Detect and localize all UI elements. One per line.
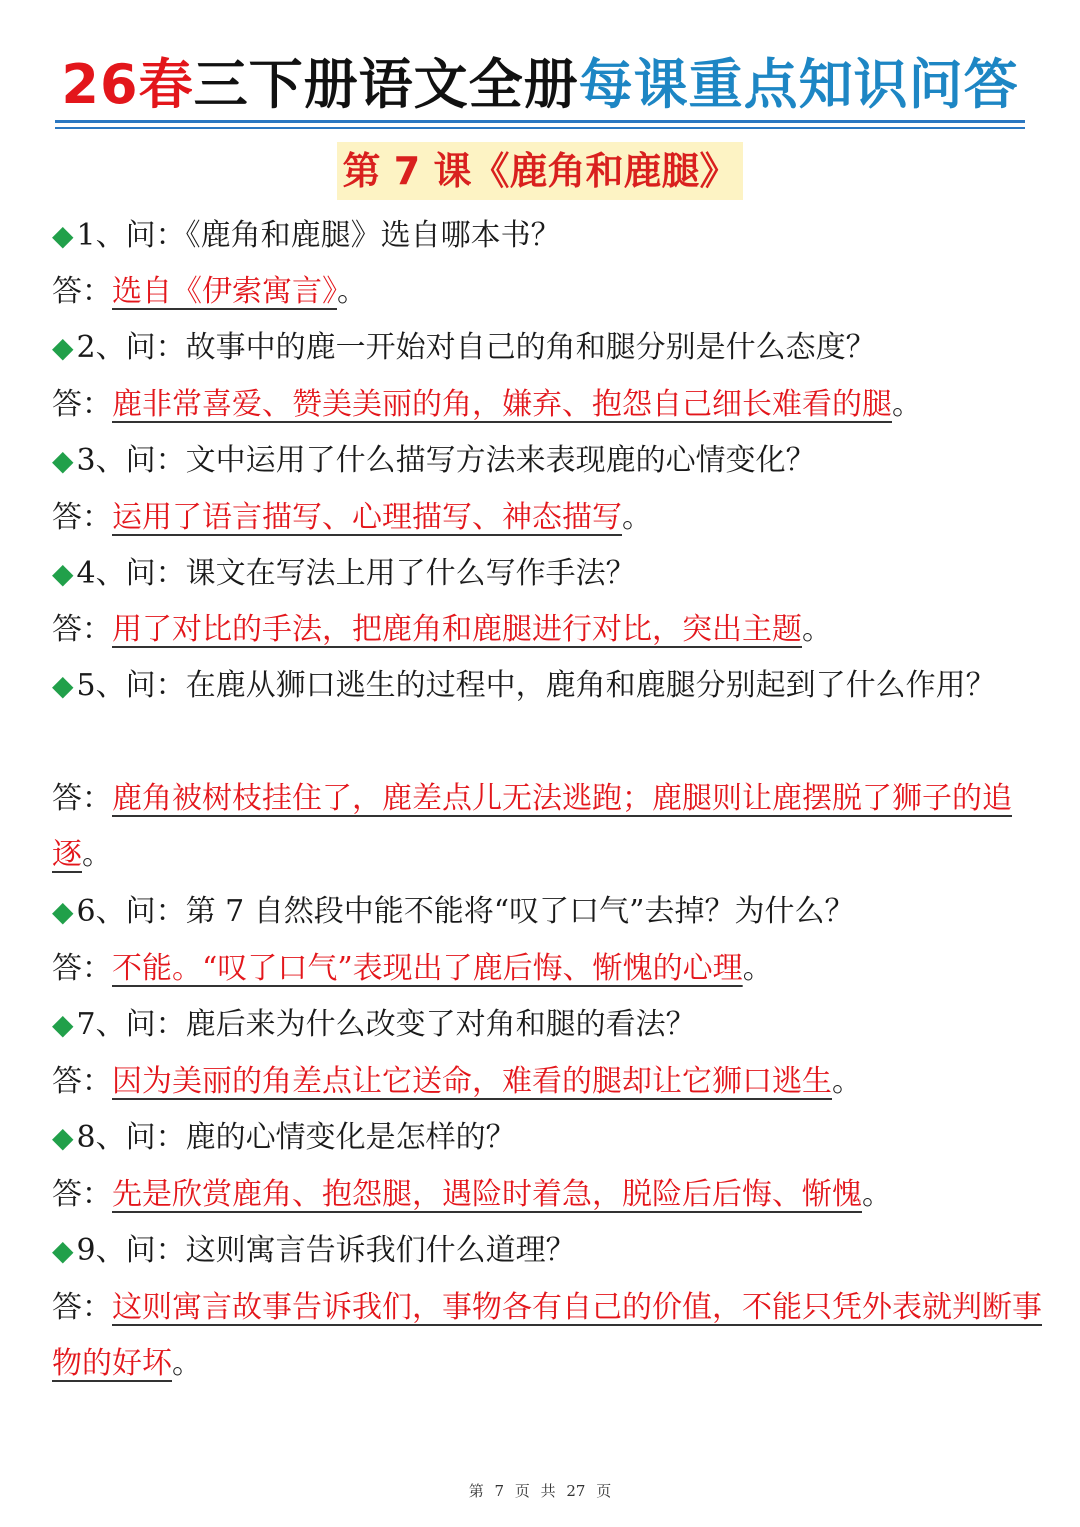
question-8 xyxy=(52,1117,1042,1159)
answer-end: 。 xyxy=(337,274,367,309)
answer-label: 答： xyxy=(52,274,112,309)
lesson-heading: 第 7 课《鹿角和鹿腿》 xyxy=(337,142,744,200)
answer-end: 。 xyxy=(862,1177,892,1212)
diamond-icon: ◆ xyxy=(52,557,74,590)
answer-3 xyxy=(52,497,1042,539)
answer-text: 先是欣赏鹿角、抱怨腿，遇险时着急，脱险后后悔、惭愧 xyxy=(112,1177,862,1212)
diamond-icon: ◆ xyxy=(52,444,74,477)
question-5 xyxy=(52,658,1042,714)
answer-label: 答： xyxy=(52,500,112,535)
diamond-icon: ◆ xyxy=(52,1008,74,1041)
answer-text: 运用了语言描写、心理描写、神态描写 xyxy=(112,500,622,535)
question-2 xyxy=(52,327,1042,369)
answer-6 xyxy=(52,948,1042,990)
answer-text: 这则寓言故事告诉我们，事物各有自己的价值，不能只凭外表就判断事物的好坏 xyxy=(52,1290,1042,1381)
diamond-icon: ◆ xyxy=(52,1234,74,1267)
answer-7 xyxy=(52,1061,1042,1103)
answer-text: 鹿非常喜爱、赞美美丽的角，嫌弃、抱怨自己细长难看的腿 xyxy=(112,387,892,422)
answer-label: 答： xyxy=(52,1290,112,1325)
answer-text: 用了对比的手法，把鹿角和鹿腿进行对比，突出主题 xyxy=(112,612,802,647)
answer-end: 。 xyxy=(172,1346,202,1381)
answer-2 xyxy=(52,384,1042,426)
diamond-icon: ◆ xyxy=(52,1121,74,1154)
answer-end: 。 xyxy=(622,500,652,535)
answer-text: 不能。“叹了口气”表现出了鹿后悔、惭愧的心理 xyxy=(112,951,743,986)
answer-end: 。 xyxy=(832,1064,862,1099)
answer-5 xyxy=(52,771,1042,883)
title-topic: 每课重点知识问答 xyxy=(578,53,1019,116)
question-text: 9、问：这则寓言告诉我们什么道理？ xyxy=(76,1233,576,1268)
diamond-icon: ◆ xyxy=(52,331,74,364)
question-7 xyxy=(52,1004,1042,1046)
page-title xyxy=(0,50,1080,120)
answer-end: 。 xyxy=(802,612,832,647)
question-9 xyxy=(52,1230,1042,1272)
question-text: 8、问：鹿的心情变化是怎样的？ xyxy=(76,1120,516,1155)
answer-label: 答： xyxy=(52,612,112,647)
answer-label: 答： xyxy=(52,387,112,422)
answer-label: 答： xyxy=(52,951,112,986)
answer-8 xyxy=(52,1174,1042,1216)
page-number: 第 7 页 共 27 页 xyxy=(468,1482,612,1500)
answer-4 xyxy=(52,609,1042,651)
question-text: 3、问：文中运用了什么描写方法来表现鹿的心情变化？ xyxy=(76,443,816,478)
answer-end: 。 xyxy=(82,837,112,872)
answer-label: 答： xyxy=(52,1177,112,1212)
title-course: 三下册语文全册 xyxy=(193,53,579,116)
question-4 xyxy=(52,553,1042,595)
lesson-heading-wrap xyxy=(0,142,1080,200)
answer-label: 答： xyxy=(52,1064,112,1099)
answer-1 xyxy=(52,271,1042,313)
question-text: 5、问：在鹿从狮口逃生的过程中，鹿角和鹿腿分别起到了什么作用？ xyxy=(76,668,996,703)
question-text: 6、问：第 7 自然段中能不能将“叹了口气”去掉？为什么？ xyxy=(76,894,855,929)
title-year: 26春 xyxy=(61,53,194,116)
question-text: 1、问：《鹿角和鹿腿》选自哪本书？ xyxy=(76,218,561,253)
answer-text: 鹿角被树枝挂住了，鹿差点儿无法逃跑；鹿腿则让鹿摆脱了狮子的追逐 xyxy=(52,781,1012,872)
diamond-icon: ◆ xyxy=(52,669,74,702)
answer-9 xyxy=(52,1280,1042,1392)
diamond-icon: ◆ xyxy=(52,219,74,252)
title-underline-bottom xyxy=(55,127,1025,129)
diamond-icon: ◆ xyxy=(52,895,74,928)
answer-end: 。 xyxy=(892,387,922,422)
question-1 xyxy=(52,215,1042,257)
title-underline-top xyxy=(55,120,1025,123)
question-text: 7、问：鹿后来为什么改变了对角和腿的看法？ xyxy=(76,1007,696,1042)
answer-label: 答： xyxy=(52,781,112,816)
question-text: 2、问：故事中的鹿一开始对自己的角和腿分别是什么态度？ xyxy=(76,330,876,365)
answer-end: 。 xyxy=(742,951,773,986)
answer-text: 选自《伊索寓言》 xyxy=(112,274,337,309)
question-3 xyxy=(52,440,1042,482)
question-6 xyxy=(52,891,1042,933)
question-text: 4、问：课文在写法上用了什么写作手法？ xyxy=(76,556,636,591)
answer-text: 因为美丽的角差点让它送命，难看的腿却让它狮口逃生 xyxy=(112,1064,832,1099)
